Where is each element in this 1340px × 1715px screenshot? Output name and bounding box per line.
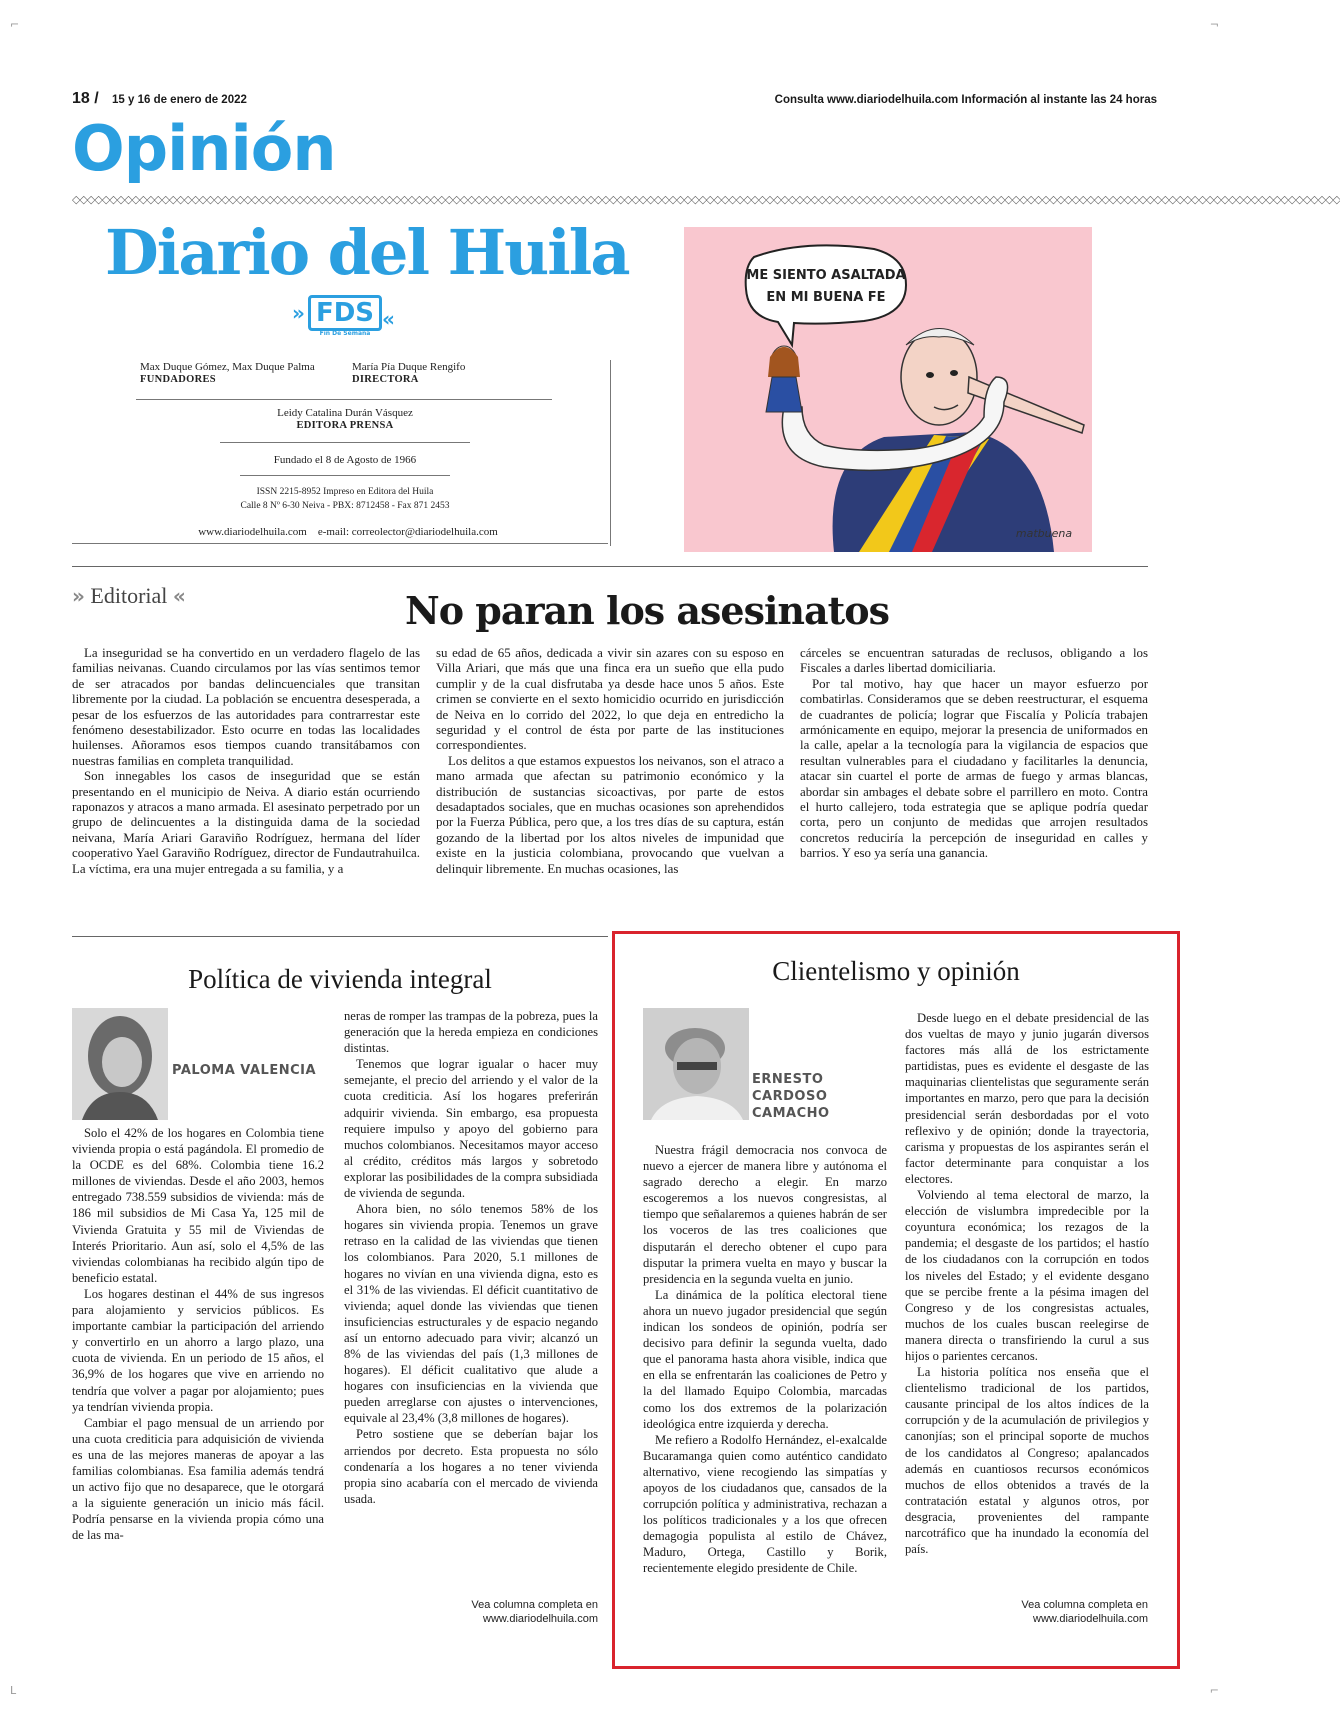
column-right-text-2 <box>905 1010 1149 1557</box>
consulta-line: Consulta www.diariodelhuila.com Información al instante las 24 horas <box>774 94 1157 106</box>
editor-role: EDITORA PRENSA <box>296 420 394 431</box>
publisher-info <box>180 485 510 513</box>
column-right-title: Clientelismo y opinión <box>772 956 1020 986</box>
author-name-cardoso <box>752 1071 830 1122</box>
fds-badge <box>292 295 398 339</box>
page-number: 18 / <box>72 90 99 107</box>
author-photo-drawing <box>643 1008 749 1120</box>
page-date: 15 y 16 de enero de 2022 <box>112 94 247 106</box>
section-title: Opinión <box>72 112 336 185</box>
crop-mark: ⌐ <box>1209 1684 1219 1697</box>
column-left-text-1 <box>72 1125 324 1543</box>
founders <box>140 361 340 385</box>
paragraph: Solo el 42% de los hogares en Colombia tiene vivienda propia o está pagándola. El promedio de la OCDE es del 68%. Colombia tiene 16.2 millones de viviendas. Desde el año 2003, hemos entregado 738.559 subsidios de vivienda: más de 186 mil subsidios de Mi Casa Ya, 125 mil de Vivienda Gratuita y 55 mil de Viviendas de Interés Prioritario. Aun así, solo el 4,5% de las viviendas colombianas ha recibido algún tipo de beneficio estatal. <box>72 1126 324 1285</box>
diamond-rule: ◇◇◇◇◇◇◇◇◇◇◇◇◇◇◇◇◇◇◇◇◇◇◇◇◇◇◇◇◇◇◇◇◇◇◇◇◇◇◇◇◇◇◇◇◇◇◇◇◇◇◇◇◇◇◇◇◇◇◇◇◇◇◇◇◇◇◇◇◇◇◇◇◇◇◇◇◇◇◇◇◇◇◇◇◇◇◇◇◇◇◇◇◇◇◇◇◇◇◇◇◇◇◇◇◇◇◇◇◇◇◇◇◇◇◇◇◇◇◇◇◇◇◇◇◇◇◇◇◇◇◇◇◇◇◇◇◇◇◇◇◇◇◇◇◇◇◇◇◇◇◇◇◇◇◇◇◇◇◇◇◇◇◇◇◇◇◇◇◇◇ <box>72 193 1340 206</box>
column-left-text-2 <box>344 1008 598 1507</box>
editorial-column-3 <box>800 646 1148 862</box>
email-link[interactable]: e-mail: correolector@diariodelhuila.com <box>317 526 498 538</box>
paragraph: Los hogares destinan el 44% de sus ingresos para alojamiento y servicios públicos. Es importante cambiar la participación del arriendo y convertirlo en un ahorro a largo plazo, una cuota de vivienda. En un periodo de 15 años, el 36,9% de los hogares que vive en arriendo no tendría que volver a pagar por alojamiento; pues ya tendrían vivienda propia. <box>72 1286 324 1414</box>
founders-names: Max Duque Gómez, Max Duque Palma <box>140 361 315 373</box>
read-more-link[interactable]: www.diariodelhuila.com <box>483 1613 598 1625</box>
director-role: DIRECTORA <box>352 374 419 385</box>
contact-line <box>168 526 528 538</box>
paragraph: Volviendo al tema electoral de marzo, la elección de vislumbra impredecible por la coyuntura económica; los rezagos de la pandemia; el desgaste de los partidos; el hastío de los ciudadanos con la corrupción en todos los niveles del Estado; y el evidente desgano que se percibe frente a la pésima imagen del Congreso y de los congresistas actuales, muchos de los cuales buscan reelegirse de manera directa o transfiriendo la curul a sus hijos o parientes cercanos. <box>905 1188 1149 1363</box>
paragraph: La historia política nos enseña que el clientelismo tradicional de los partidos, causante principal de los altos índices de la corrupción y de la acumulación de privilegios y canonjías; son el principal soporte de muchos de los candidatos al Congreso; apalancados además en cuantiosos recursos económicos muchos de ellos obtenidos a través de la contratación estatal y algunos otros, por desgracia, provenientes del rampante narcotráfico que ha inundado la economía del país. <box>905 1365 1149 1557</box>
author-photo-cardoso <box>643 1008 749 1120</box>
author-photo-drawing <box>72 1008 168 1120</box>
crop-mark: L <box>10 1684 17 1697</box>
read-more-text: Vea columna completa en <box>1021 1599 1148 1611</box>
website-link[interactable]: www.diariodelhuila.com <box>198 526 307 538</box>
column-right-text-1 <box>643 1142 887 1577</box>
editor-name: Leidy Catalina Durán Vásquez <box>277 407 413 419</box>
editor <box>200 407 490 431</box>
divider <box>72 936 608 937</box>
paragraph: Desde luego en el debate presidencial de las dos vueltas de mayo y junio jugarán diversos factores más allá de los estrictamente partidistas, pues es evidente el desgaste de las maquinarias clientelistas que seguramente serán importantes en marzo, pero que para la decisión presidencial serán desbordadas por el voto reflexivo y de opinión; donde la trayectoria, carisma y propuestas de los aspirantes serán el factor determinante para conquistar a los electores. <box>905 1011 1149 1186</box>
read-more-text: Vea columna completa en <box>471 1599 598 1611</box>
editorial-column-2 <box>436 646 784 877</box>
paragraph: Los delitos a que estamos expuestos los neivanos, son el atraco a mano armada que afectan su patrimonio económico y la distribución de sustancias sicoactivas, por parte de estos desadaptados sociales, que en muchas ocasiones son aprehendidos por la Fuerza Pública, pero que, a los tres días de su captura, están gozando de la libertad por los altos niveles de impunidad que existe en la justicia colombiana, provocando que vuelvan a delinquir libremente. En muchas ocasiones, las <box>436 753 784 876</box>
cartoon-drawing <box>684 227 1092 552</box>
divider <box>610 360 611 546</box>
paragraph: Me refiero a Rodolfo Hernández, el-exalcalde Bucaramanga quien como auténtico candidato alternativo, viene recogiendo las simpatías y apoyos de los ciudadanos que, cansados de la corrupción política y administrativa, rechazan a los políticos tradicionales y a los que ofrecen demagogia populista al estilo de Chávez, Maduro, Ortega, Castillo y Borik, recientemente elegido presidente de Chile. <box>643 1432 887 1576</box>
paragraph: La inseguridad se ha convertido en un verdadero flagelo de las familias neivanas. Cuando circulamos por las vías sentimos temor de ser atracados por bandas delincuenciales que transitan libremente por la ciudad. La población se encuentra desesperada, a pesar de los esfuerzos de las autoridades para contrarrestar este fenómeno desestabilizador. Esto ocurre en todas las localidades huilenses. Añoramos esos tiempos cuando transitábamos con nuestras familias en completa tranquilidad. <box>72 646 420 768</box>
divider <box>240 475 450 476</box>
address: Calle 8 Nº 6-30 Neiva - PBX: 8712458 - Fax 871 2453 <box>240 501 450 511</box>
chevron-left-icon: « <box>172 584 186 608</box>
paragraph: su edad de 65 años, dedicada a vivir sin azares con su esposo en Villa Ariari, que más que una finca era un sueño que ella pudo cumplir y de la cual disfrutaba ya desde hace unos 5 años. Este crimen se convierte en el sexto homicidio ocurrido en jurisdicción de Neiva en lo corrido del 2022, lo que deja en entredicho la seguridad y el control de ésta por parte de las instituciones correspondientes. <box>436 646 784 753</box>
paragraph: Son innegables los casos de inseguridad que se están presentando en el municipio de Neiva. A diario están ocurriendo raponazos y atracos a mano armada. El asesinato perpetrado por un grupo de delincuentes a la distinguida dama de la sociedad neivana, María Ariari Garaviño Rodríguez, hermana del líder cooperativo Yael Garaviño Rodríguez, director de Fundautrahuilca. La víctima, era una mujer entregada a su familia, y a <box>72 769 420 876</box>
paragraph: cárceles se encuentran saturadas de reclusos, obligando a los Fiscales a darles libertad domiciliaria. <box>800 646 1148 676</box>
paragraph: Nuestra frágil democracia nos convoca de nuevo a ejercer de manera libre y autónoma el sagrado derecho a elegir. En marzo escogeremos a los nuevos congresistas, al tiempo que señalaremos a quienes habrán de ser los voceros de las tres coaliciones que disputarán el derecho obtener el cupo para disputar la primera vuelta en mayo y buscar la presidencia en la segunda vuelta en junio. <box>643 1143 887 1286</box>
founded-date: Fundado el 8 de Agosto de 1966 <box>273 454 417 466</box>
column-left-title: Política de vivienda integral <box>188 964 492 994</box>
editorial-label: Editorial <box>90 583 168 608</box>
editorial-headline: No paran los asesinatos <box>405 588 889 633</box>
paragraph: neras de romper las trampas de la pobreza, pues la generación que la hereda empieza en condiciones distintas. <box>344 1009 598 1056</box>
paragraph: Tenemos que lograr igualar o hacer muy semejante, el precio del arriendo y el valor de la cuota crediticia. Así los hogares preferirán adquirir vivienda. Sin embargo, esa propuesta requiere impulso y apoyo del gobierno para muchos colombianos. Necesitamos mayor acceso al crédito, créditos más largos y sobretodo explorar las posibilidades de la compra subsidiada de vivienda de segunda. <box>344 1057 598 1201</box>
paragraph: Ahora bien, no sólo tenemos 58% de los hogares sin vivienda propia. Tenemos un grave retraso en la calidad de las viviendas que tienen los colombianos. Para 2020, 5.1 millones de hogares no vivían en una vivienda digna, esto es el 31% de las viviendas. El déficit cuantitativo de vivienda; aquel donde las viviendas que tienen insuficiencias estructurales y de espacio negando así un entorno adecuado para vivir; alcanzó un 8% de las viviendas del país (1,3 millones de hogares). El déficit cualitativo que alude a hogares con insuficiencias en la vivienda que pueden arreglarse con ajustes o intervenciones, equivale al 23,4% (3,8 millones de hogares). <box>344 1202 598 1426</box>
director <box>352 361 552 385</box>
author-name-line: CARDOSO <box>752 1089 828 1104</box>
fds-badge-text: FDS <box>308 295 382 331</box>
paragraph: La dinámica de la política electoral tiene ahora un nuevo jugador presidencial que según indican los sondeos de opinión, podría ser decisivo para definir la segunda vuelta, dado que el panorama hasta ahora visible, indica que en ella se enfrentarán las coaliciones de Petro y la del llamado Equipo Colombia, marcadas como los dos extremos de la polarización ideológica entre izquierda y derecha. <box>643 1287 887 1431</box>
issn: ISSN 2215-8952 Impreso en Editora del Huila <box>256 487 434 497</box>
editorial-column-1 <box>72 646 420 877</box>
author-photo-valencia <box>72 1008 168 1120</box>
paragraph: Por tal motivo, hay que hacer un mayor esfuerzo por combatirlas. Consideramos que se deben reestructurar, el esquema de cuadrantes de policía; lograr que Fiscalía y Policía trabajen armónicamente en equipo, mejorar la presencia de uniformados en la calle, apelar a la tecnología para la vigilancia de espacios que resultan vulnerables para el ciudadano y facilitarles la denuncia, atacar sin cuartel el porte de armas de fuego y armas blancas, abordar sin ambages el debate sobre el parrillero en moto. Contra el hurto callejero, toda estrategia que se aplique podría quedar corta, pero un conjunto de medidas que arrojen resultados concretos reduciría la percepción de inseguridad en calles y barrios. Y eso ya sería una ganancia. <box>800 676 1148 861</box>
divider <box>136 399 552 400</box>
read-more-link[interactable]: www.diariodelhuila.com <box>1033 1613 1148 1625</box>
cartoon <box>684 227 1092 552</box>
author-name-line: ERNESTO <box>752 1072 824 1087</box>
read-more-left <box>400 1598 598 1626</box>
chevron-left-icon: « <box>382 307 395 331</box>
paragraph: Cambiar el pago mensual de un arriendo por una cuota crediticia para adquisición de vivienda es una de las mejores maneras de apoyar a las familias colombianas. Esa familia además tendrá un activo fijo que no desaparece, que le otorgará a la siguiente generación un inicio más fácil. Podría pensarse en la vivienda propia cómo una de las ma- <box>72 1415 324 1543</box>
divider <box>72 543 608 544</box>
cartoon-signature: matbuena <box>1015 527 1073 540</box>
fds-badge-sub: Fin De Semana <box>319 330 371 337</box>
bubble-line-1: ME SIENTO ASALTADA <box>746 268 906 283</box>
read-more-right <box>950 1598 1148 1626</box>
divider <box>72 566 1148 567</box>
author-name-valencia: PALOMA VALENCIA <box>172 1063 317 1078</box>
chevron-right-icon: » <box>72 584 85 608</box>
director-name: María Pía Duque Rengifo <box>352 361 466 373</box>
crop-mark: ¬ <box>1209 18 1219 31</box>
paragraph: Petro sostiene que se deberían bajar los arriendos por decreto. Esta propuesta no sólo condenaría a los hogares a no tener vivienda propia sino acabaría con el mercado de vivienda usada. <box>344 1427 598 1506</box>
author-name-line: CAMACHO <box>752 1106 830 1121</box>
bubble-line-2: EN MI BUENA FE <box>766 290 886 305</box>
editorial-tag <box>72 583 186 609</box>
crop-mark: ⌐ <box>10 18 20 31</box>
divider <box>220 442 470 443</box>
chevron-right-icon: » <box>292 301 305 325</box>
founders-role: FUNDADORES <box>140 374 216 385</box>
masthead-logo: Diario del Huila <box>105 216 629 289</box>
